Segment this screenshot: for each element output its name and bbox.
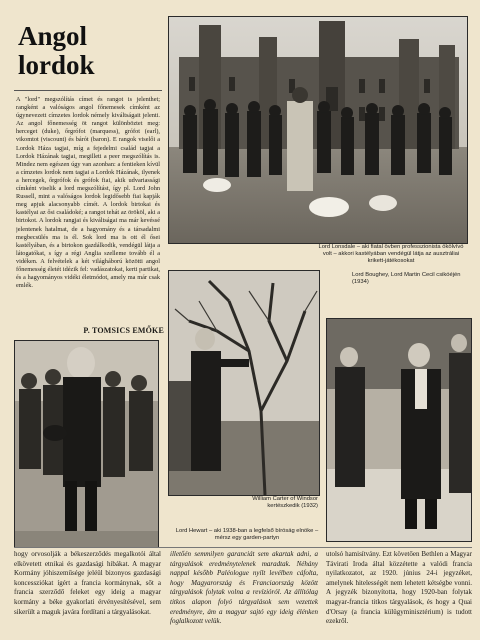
article-title bbox=[18, 22, 158, 80]
bottom-column-3: utolsó hamisítvány. Ezt követően Bethlen a Magyar Távirati Iroda által közzétette a valódi francia nyilatkozatot, az 1920. június 24-i jegyzéket, amelynek hitelességét nem lehetett kétségbe vonni. A jegyzék bizonyította, hogy 1920-ban folytak magyar-francia titkos tárgyalások, és hogy a Quai d'Orsay (a francia külügyminisztérium) is tudott ezekről. bbox=[326, 550, 472, 626]
caption-lonsdale: Lord Lonsdale – aki fiatal övben professzionista ökölvívó volt – akkori kastélyában vendégül látja az ausztráliai krikett-játékosokat bbox=[318, 244, 464, 264]
bottom-column-1: hogy orvosolják a békeszerződés megalkotói által elkövetett etnikai és gazdasági hibákat. A magyar Kormány jóhiszeműsége jeléül bizonyos gazdasági koncessziókat ígért a francia kormánynak, sőt a francia szerződő feleket egy ideig a magyar kormány a béke gyakorlati érvényesítésével, sem sikerült a maguk javára fordítani a tárgyalásokat. bbox=[14, 550, 161, 616]
caption-carter: William Carter of Windsor kertészkedik (1932) bbox=[252, 496, 318, 509]
crowd-photo bbox=[14, 340, 159, 548]
bottom-rule bbox=[14, 547, 472, 548]
title-line-1: Angol bbox=[18, 21, 88, 51]
caption-boughey: Lord Boughey, Lord Martin Cecil csikóéjén (1934) bbox=[352, 272, 461, 285]
tree-photo bbox=[168, 270, 320, 496]
caption-hewart: Lord Hewart – aki 1938-ban a legfelső bíróság elnöke – mérsz egy garden-partyn bbox=[175, 528, 319, 541]
lead-paragraph: A "lord" megszólítás címet és rangot is jelenthet; rangként a valóságos angol főnemesek címként az úgynevezett címzetes lordok némely kiváltságait jelenti. Az angol főnemesség öt rangot különböztet meg: herceget (duke), őrgrófot (marquess), grófot (earl), vikomtot (viscount) és bárót (baron). E rangok viselői a Lordok Háza tagjai, míg a fejedelmi család tagjai a Lordok Házának tagjai, megilleti a peer megszólítás is. Mindez nem egészen úgy van azonban: a fentieken kívül a címzetes lordok nem tagjai a Lordok Házának, ilyenek a hercegek, őrgrófok és grófok fiai, akik udvariassági címként viselik a lord megszólítást, így pl. Lord John Russell, mint a valóságos lordok legidősebb fiai kapják meg apjuk alacsonyabb címét. A lordok birtokai és kastélyai az ősi családoké; a rangot tehát az örököl, aki a birtokot. A lordok rangjai és kiváltságai ma már kevéssé jelentenek hatalmat, de a hagyomány és a társadalmi megbecsülés ma is él. Sok lord ma is ott él ősei kastélyában, és a birtokon gazdálkodik, vendégül látja a látogatókat, s így a régi Anglia szelleme tovább él a vidéken. A felvételek a két világháború közötti angol főnemesség életét idézik fel: vadászatokat, kerti partikat, és a hagyományos vidéki életmódot, amely ma már csak emlék. bbox=[16, 96, 160, 290]
garden-photo bbox=[326, 318, 472, 542]
bottom-column-2: illetőén semmilyen garanciát sem akartak adni, a tárgyalások eredménytelenek maradtak. Néhány nappal később Paléologue nyílt levélben cáfolta, hogy Magyarország és Franciaország között tárgyalások folytak volna a revízióról. Az állítólag titkos alapon folyó tárgyalások sem vezettek eredményre, ám a magyar sajtó egy ideig élénken foglalkozott velük. bbox=[170, 550, 318, 626]
castle-photo bbox=[168, 16, 468, 244]
title-line-2: lordok bbox=[18, 50, 95, 80]
author-byline: P. TOMSICS EMŐKE bbox=[83, 326, 164, 335]
